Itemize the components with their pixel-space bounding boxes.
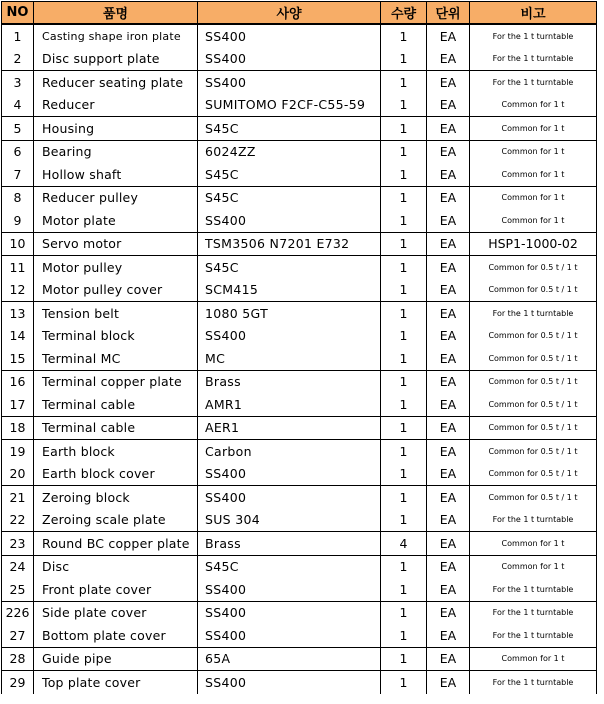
- row-remarks-cell: Common for 1 t: [470, 94, 597, 117]
- row-no-cell: 21: [2, 486, 34, 509]
- row-part-name-cell: Servo motor: [34, 232, 198, 256]
- row-remarks-cell: Common for 0.5 t / 1 t: [470, 486, 597, 509]
- row-no-cell: 6: [2, 140, 34, 163]
- row-part-name-cell: Zeroing block: [34, 486, 198, 509]
- row-unit-cell: EA: [427, 416, 470, 440]
- row-unit-cell: EA: [427, 601, 470, 624]
- row-part-name-cell: Reducer pulley: [34, 186, 198, 209]
- row-no-cell: 10: [2, 232, 34, 256]
- row-remarks-cell: Common for 0.5 t / 1 t: [470, 347, 597, 370]
- row-unit-cell: EA: [427, 624, 470, 647]
- table-row: [2, 624, 597, 647]
- row-no-cell: 11: [2, 256, 34, 279]
- row-quantity-cell: 1: [381, 140, 427, 163]
- row-part-name-cell: Bottom plate cover: [34, 624, 198, 647]
- row-quantity-cell: 1: [381, 302, 427, 325]
- row-no-cell: 17: [2, 393, 34, 416]
- row-quantity-cell: 1: [381, 624, 427, 647]
- row-quantity-cell: 1: [381, 555, 427, 578]
- row-remarks-cell: Common for 1 t: [470, 555, 597, 578]
- row-unit-cell: EA: [427, 163, 470, 186]
- table-row: [2, 325, 597, 348]
- row-part-name-cell: Terminal MC: [34, 347, 198, 370]
- row-spec-cell: Brass: [198, 532, 381, 556]
- row-spec-cell: TSM3506 N7201 E732: [198, 232, 381, 256]
- row-no-cell: 18: [2, 416, 34, 440]
- row-spec-cell: SS400: [198, 24, 381, 48]
- parts-table: [1, 1, 597, 694]
- table-row: [2, 416, 597, 440]
- row-unit-cell: EA: [427, 117, 470, 141]
- row-quantity-cell: 1: [381, 601, 427, 624]
- table-row: [2, 486, 597, 509]
- row-part-name-cell: Hollow shaft: [34, 163, 198, 186]
- row-remarks-cell: For the 1 t turntable: [470, 601, 597, 624]
- header-part-name: 품명: [34, 2, 198, 25]
- row-spec-cell: SCM415: [198, 279, 381, 302]
- row-spec-cell: SS400: [198, 601, 381, 624]
- row-remarks-cell: Common for 1 t: [470, 186, 597, 209]
- row-quantity-cell: 1: [381, 671, 427, 694]
- row-remarks-cell: Common for 0.5 t / 1 t: [470, 463, 597, 486]
- row-remarks-cell: Common for 0.5 t / 1 t: [470, 279, 597, 302]
- row-no-cell: 7: [2, 163, 34, 186]
- row-quantity-cell: 1: [381, 647, 427, 671]
- row-part-name-cell: Motor plate: [34, 209, 198, 232]
- table-row: [2, 71, 597, 94]
- row-unit-cell: EA: [427, 279, 470, 302]
- row-spec-cell: Carbon: [198, 440, 381, 463]
- row-spec-cell: SUS 304: [198, 509, 381, 532]
- row-spec-cell: SS400: [198, 325, 381, 348]
- row-part-name-cell: Terminal copper plate: [34, 370, 198, 393]
- table-row: [2, 24, 597, 48]
- row-unit-cell: EA: [427, 71, 470, 94]
- table-row: [2, 370, 597, 393]
- row-quantity-cell: 1: [381, 393, 427, 416]
- row-no-cell: 25: [2, 578, 34, 601]
- row-unit-cell: EA: [427, 647, 470, 671]
- row-no-cell: 20: [2, 463, 34, 486]
- row-spec-cell: 6024ZZ: [198, 140, 381, 163]
- row-unit-cell: EA: [427, 232, 470, 256]
- row-unit-cell: EA: [427, 370, 470, 393]
- row-spec-cell: SS400: [198, 671, 381, 694]
- row-part-name-cell: Reducer seating plate: [34, 71, 198, 94]
- row-remarks-cell: Common for 0.5 t / 1 t: [470, 416, 597, 440]
- table-row: [2, 463, 597, 486]
- row-no-cell: 24: [2, 555, 34, 578]
- row-remarks-cell: For the 1 t turntable: [470, 671, 597, 694]
- table-row: [2, 256, 597, 279]
- table-row: [2, 163, 597, 186]
- row-spec-cell: S45C: [198, 163, 381, 186]
- row-quantity-cell: 1: [381, 48, 427, 71]
- row-remarks-cell: Common for 0.5 t / 1 t: [470, 325, 597, 348]
- table-row: [2, 140, 597, 163]
- table-row: [2, 347, 597, 370]
- row-part-name-cell: Top plate cover: [34, 671, 198, 694]
- row-no-cell: 2: [2, 48, 34, 71]
- row-unit-cell: EA: [427, 256, 470, 279]
- table-row: [2, 117, 597, 141]
- row-spec-cell: SS400: [198, 71, 381, 94]
- row-unit-cell: EA: [427, 302, 470, 325]
- row-part-name-cell: Motor pulley cover: [34, 279, 198, 302]
- row-remarks-cell: For the 1 t turntable: [470, 624, 597, 647]
- row-remarks-cell: HSP1-1000-02: [470, 232, 597, 256]
- row-quantity-cell: 1: [381, 94, 427, 117]
- row-no-cell: 16: [2, 370, 34, 393]
- row-remarks-cell: For the 1 t turntable: [470, 24, 597, 48]
- row-unit-cell: EA: [427, 555, 470, 578]
- row-quantity-cell: 1: [381, 232, 427, 256]
- row-remarks-cell: For the 1 t turntable: [470, 578, 597, 601]
- row-no-cell: 12: [2, 279, 34, 302]
- row-remarks-cell: Common for 1 t: [470, 647, 597, 671]
- row-quantity-cell: 1: [381, 163, 427, 186]
- row-no-cell: 22: [2, 509, 34, 532]
- row-quantity-cell: 1: [381, 370, 427, 393]
- row-spec-cell: SS400: [198, 48, 381, 71]
- row-unit-cell: EA: [427, 486, 470, 509]
- table-row: [2, 279, 597, 302]
- row-no-cell: 28: [2, 647, 34, 671]
- row-spec-cell: SS400: [198, 463, 381, 486]
- row-spec-cell: S45C: [198, 117, 381, 141]
- row-part-name-cell: Tension belt: [34, 302, 198, 325]
- row-quantity-cell: 1: [381, 117, 427, 141]
- row-spec-cell: SS400: [198, 209, 381, 232]
- row-unit-cell: EA: [427, 578, 470, 601]
- row-unit-cell: EA: [427, 209, 470, 232]
- header-row: [2, 2, 597, 25]
- table-row: [2, 555, 597, 578]
- row-unit-cell: EA: [427, 186, 470, 209]
- row-part-name-cell: Motor pulley: [34, 256, 198, 279]
- table-row: [2, 232, 597, 256]
- row-part-name-cell: Reducer: [34, 94, 198, 117]
- table-row: [2, 601, 597, 624]
- row-unit-cell: EA: [427, 48, 470, 71]
- row-quantity-cell: 1: [381, 486, 427, 509]
- row-quantity-cell: 1: [381, 24, 427, 48]
- row-quantity-cell: 1: [381, 440, 427, 463]
- table-row: [2, 671, 597, 694]
- row-unit-cell: EA: [427, 509, 470, 532]
- table-row: [2, 209, 597, 232]
- row-spec-cell: AER1: [198, 416, 381, 440]
- row-part-name-cell: Round BC copper plate: [34, 532, 198, 556]
- row-spec-cell: 65A: [198, 647, 381, 671]
- row-quantity-cell: 1: [381, 186, 427, 209]
- row-no-cell: 23: [2, 532, 34, 556]
- row-part-name-cell: Side plate cover: [34, 601, 198, 624]
- row-spec-cell: SUMITOMO F2CF-C55-59: [198, 94, 381, 117]
- row-remarks-cell: Common for 0.5 t / 1 t: [470, 440, 597, 463]
- row-unit-cell: EA: [427, 94, 470, 117]
- table-row: [2, 302, 597, 325]
- table-row: [2, 186, 597, 209]
- row-part-name-cell: Earth block: [34, 440, 198, 463]
- row-no-cell: 29: [2, 671, 34, 694]
- row-remarks-cell: Common for 1 t: [470, 117, 597, 141]
- row-part-name-cell: Guide pipe: [34, 647, 198, 671]
- row-spec-cell: S45C: [198, 186, 381, 209]
- row-part-name-cell: Casting shape iron plate: [34, 24, 198, 48]
- row-no-cell: 1: [2, 24, 34, 48]
- header-unit: 단위: [427, 2, 470, 25]
- row-part-name-cell: Front plate cover: [34, 578, 198, 601]
- row-quantity-cell: 1: [381, 509, 427, 532]
- row-quantity-cell: 1: [381, 209, 427, 232]
- header-quantity: 수량: [381, 2, 427, 25]
- row-part-name-cell: Disc support plate: [34, 48, 198, 71]
- table-row: [2, 393, 597, 416]
- row-remarks-cell: Common for 1 t: [470, 163, 597, 186]
- row-part-name-cell: Bearing: [34, 140, 198, 163]
- table-row: [2, 94, 597, 117]
- row-remarks-cell: Common for 0.5 t / 1 t: [470, 393, 597, 416]
- header-specification: 사양: [198, 2, 381, 25]
- row-quantity-cell: 1: [381, 416, 427, 440]
- row-spec-cell: S45C: [198, 256, 381, 279]
- row-no-cell: 27: [2, 624, 34, 647]
- row-spec-cell: SS400: [198, 486, 381, 509]
- row-unit-cell: EA: [427, 347, 470, 370]
- row-unit-cell: EA: [427, 140, 470, 163]
- row-quantity-cell: 4: [381, 532, 427, 556]
- row-quantity-cell: 1: [381, 256, 427, 279]
- row-part-name-cell: Terminal cable: [34, 393, 198, 416]
- table-row: [2, 48, 597, 71]
- row-remarks-cell: Common for 0.5 t / 1 t: [470, 370, 597, 393]
- table-row: [2, 578, 597, 601]
- header-remarks: 비고: [470, 2, 597, 25]
- row-spec-cell: AMR1: [198, 393, 381, 416]
- row-unit-cell: EA: [427, 671, 470, 694]
- row-no-cell: 3: [2, 71, 34, 94]
- row-quantity-cell: 1: [381, 463, 427, 486]
- row-quantity-cell: 1: [381, 578, 427, 601]
- row-part-name-cell: Terminal cable: [34, 416, 198, 440]
- row-part-name-cell: Disc: [34, 555, 198, 578]
- row-unit-cell: EA: [427, 393, 470, 416]
- row-no-cell: 15: [2, 347, 34, 370]
- row-remarks-cell: For the 1 t turntable: [470, 302, 597, 325]
- row-unit-cell: EA: [427, 532, 470, 556]
- row-remarks-cell: For the 1 t turntable: [470, 509, 597, 532]
- row-unit-cell: EA: [427, 24, 470, 48]
- row-no-cell: 5: [2, 117, 34, 141]
- row-unit-cell: EA: [427, 325, 470, 348]
- table-row: [2, 647, 597, 671]
- row-part-name-cell: Terminal block: [34, 325, 198, 348]
- row-remarks-cell: Common for 1 t: [470, 140, 597, 163]
- row-spec-cell: MC: [198, 347, 381, 370]
- row-part-name-cell: Zeroing scale plate: [34, 509, 198, 532]
- row-remarks-cell: For the 1 t turntable: [470, 48, 597, 71]
- row-quantity-cell: 1: [381, 347, 427, 370]
- row-spec-cell: SS400: [198, 624, 381, 647]
- row-no-cell: 14: [2, 325, 34, 348]
- row-spec-cell: Brass: [198, 370, 381, 393]
- row-no-cell: 19: [2, 440, 34, 463]
- table-row: [2, 440, 597, 463]
- row-no-cell: 226: [2, 601, 34, 624]
- row-part-name-cell: Earth block cover: [34, 463, 198, 486]
- row-remarks-cell: Common for 1 t: [470, 209, 597, 232]
- row-unit-cell: EA: [427, 440, 470, 463]
- row-remarks-cell: Common for 0.5 t / 1 t: [470, 256, 597, 279]
- row-remarks-cell: For the 1 t turntable: [470, 71, 597, 94]
- row-no-cell: 9: [2, 209, 34, 232]
- row-quantity-cell: 1: [381, 325, 427, 348]
- row-no-cell: 13: [2, 302, 34, 325]
- table-row: [2, 532, 597, 556]
- row-part-name-cell: Housing: [34, 117, 198, 141]
- row-spec-cell: SS400: [198, 578, 381, 601]
- row-spec-cell: 1080 5GT: [198, 302, 381, 325]
- row-quantity-cell: 1: [381, 279, 427, 302]
- header-no: NO: [2, 2, 34, 25]
- table-row: [2, 509, 597, 532]
- row-quantity-cell: 1: [381, 71, 427, 94]
- row-unit-cell: EA: [427, 463, 470, 486]
- row-no-cell: 8: [2, 186, 34, 209]
- row-remarks-cell: Common for 1 t: [470, 532, 597, 556]
- row-spec-cell: S45C: [198, 555, 381, 578]
- row-no-cell: 4: [2, 94, 34, 117]
